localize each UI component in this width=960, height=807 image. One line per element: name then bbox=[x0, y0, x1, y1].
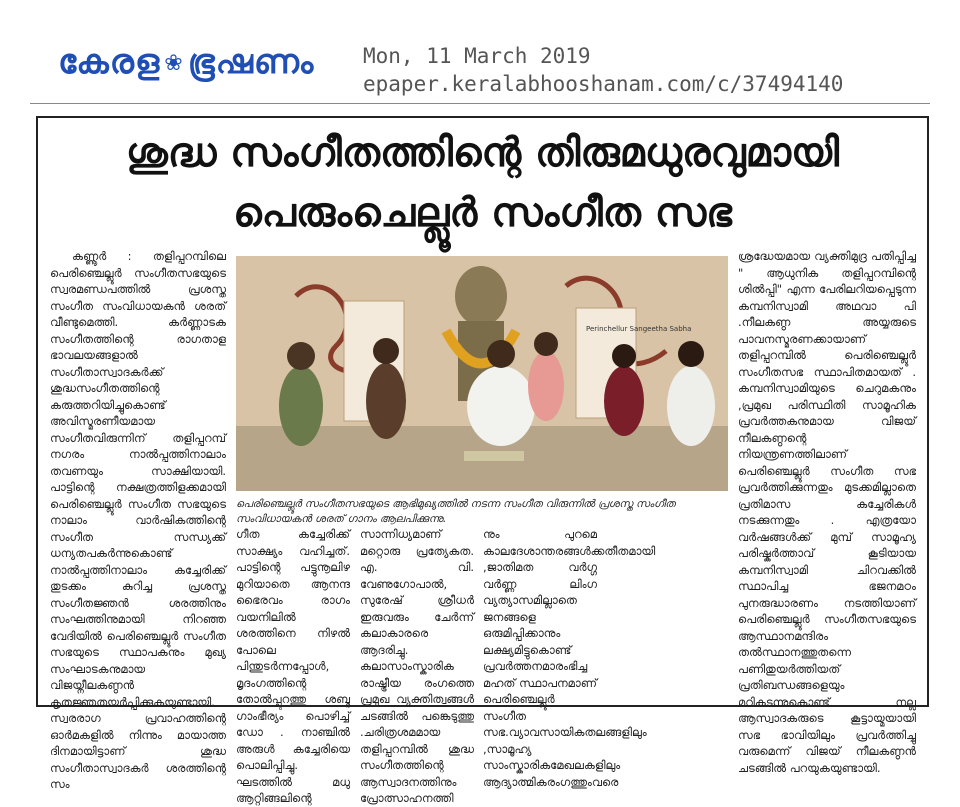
logo-emblem-icon: ❀ bbox=[164, 51, 184, 76]
article-column-3 bbox=[360, 526, 474, 805]
article-column-1 bbox=[50, 248, 226, 791]
headline-line-1: ശുദ്ധ സംഗീതത്തിന്റെ തിരുമധുരവുമായി bbox=[125, 130, 839, 176]
masthead bbox=[0, 0, 960, 100]
edition-info bbox=[363, 42, 843, 98]
edition-date: Mon, 11 March 2019 bbox=[363, 44, 591, 68]
masthead-divider bbox=[30, 103, 930, 104]
headline-line-2: പെരുംചെല്ലൂർ സംഗീത സഭ bbox=[233, 190, 732, 236]
banner-text: Perinchellur Sangeetha Sabha bbox=[586, 325, 692, 333]
newspaper-logo[interactable] bbox=[58, 42, 314, 82]
article-column-5 bbox=[738, 248, 916, 775]
logo-text-right: ഭൂഷണം bbox=[187, 42, 315, 82]
column-5-text: ശ്രദ്ധേയമായ വ്യക്തിമുദ്ര പതിപ്പിച്ച " ആധുനിക തളിപ്പറമ്പിന്റെ ശിൽപ്പി" എന്ന പേരിലറിയപ്പെടുന്ന കമ്പനിസ്വാമി അഥവാ പി .നീലകണ്ഠ അയ്യരുടെ പാവനസ്മരണക്കായാണ് തളിപ്പറമ്പിൽ പെരിഞ്ചെല്ലൂർ സംഗീതസഭ സ്ഥാപിതമായത് . കമ്പനിസ്വാമിയുടെ ചെറുമകനും ,പ്രമുഖ പരിസ്ഥിതി സാമൂഹിക പ്രവർത്തകനുമായ വിജയ് നീലകണ്ഠന്റെ നിയന്ത്രണത്തിലാണ് പെരിഞ്ചെല്ലൂർ സംഗീത സഭ പ്രവർത്തിക്കുന്നതും മുടക്കമില്ലാതെ പ്രതിമാസ കച്ചേരികൾ നടക്കുന്നതും . എത്രയോ വർഷങ്ങൾക്ക് മുമ്പ് സാമൂഹ്യ പരിഷ്കർത്താവ് കൂടിയായ കമ്പനിസ്വാമി ചിറവക്കിൽ സ്ഥാപിച്ച ഭജനമഠം പുനരുദ്ധാരണം നടത്തിയാണ് പെരിഞ്ചെല്ലൂർ സംഗീതസഭയുടെ ആസ്ഥാനമന്ദിരം തൽസ്ഥാനത്തുതന്നെ പണിതുയർത്തിയത് പ്രതിബന്ധങ്ങളെയും മറികടന്നുകൊണ്ട് നല്ല ആസ്വാദകരുടെ കൂട്ടായ്മയായി സഭ ഭാവിയിലും പ്രവർത്തിച്ചു വരുമെന്ന് വിജയ് നീലകണ്ഠൻ ചടങ്ങിൽ പറയുകയുണ്ടായി. bbox=[738, 249, 916, 775]
column-1-text: കണ്ണൂർ : തളിപ്പറമ്പിലെ പെരിഞ്ചെല്ലൂർ സംഗീതസഭയുടെ സ്വരമണ്ഡപത്തിൽ പ്രശസ്ത സംഗീത സംവിധായകൻ ശരത് വീണ്ടുമെത്തി. കർണ്ണാടക സംഗീതത്തിന്റെ രാഗതാള ഭാവലയങ്ങളാൽ സംഗീതാസ്വാദകർക്ക് ശുദ്ധസംഗീതത്തിന്റെ കരുത്തറിയിച്ചുകൊണ്ട് അവിസ്മരണീയമായ സംഗീതവിരുന്നിന് തളിപ്പറമ്പ് നഗരം നാൽപ്പത്തിനാലാം തവണയും സാക്ഷിയായി. പാട്ടിന്റെ നക്ഷത്രത്തിളക്കമായി പെരിഞ്ചെല്ലൂർ സംഗീത സഭയുടെ നാലാം വാർഷികത്തിന്റെ സംഗീത സന്ധ്യക്ക് ധന്യതപകർന്നുകൊണ്ട് നാൽപ്പത്തിനാലാം കച്ചേരിക്ക് തുടക്കം കുറിച്ച പ്രശസ്ത സംഗീതജ്ഞൻ ശരത്തിനും സംഘത്തിനുമായി നിറഞ്ഞ വേദിയിൽ പെരിഞ്ചെല്ലൂർ സംഗീത സഭയുടെ സ്ഥാപകനും മുഖ്യ സംഘാടകനുമായ വിജയ്നീലകണ്ഠൻ കൃതജ്ഞതയർപ്പിക്കുകയുണ്ടായി. സ്വരരാഗ പ്രവാഹത്തിന്റെ ഓർമകളിൽ നിന്നും മായാത്ത ദിനമായിട്ടാണ് ശുദ്ധ സംഗീതാസ്വാദകർ ശരത്തിന്റെ സം bbox=[50, 249, 226, 791]
column-2-text: ഗീത കച്ചേരിക്ക് സാക്ഷ്യം വഹിച്ചത്. പാട്ടിന്റെ പട്ടുനൂലിഴ മുറിയാതെ ആനന്ദ ഭൈരവം രാഗം വയനിലിൽ ശരത്തിനെ നിഴൽ പോലെ പിന്തുടർന്നപ്പോൾ, മൃദംഗത്തിന്റെ തോൽപ്പുറത്തു ശബ്ദ ഗാംഭീര്യം പൊഴിച്ച് ഡോ . നാഞ്ചിൽ അരുൾ കച്ചേരിയെ പൊലിപ്പിച്ചു. ഘടത്തിൽ മധു ആറ്റിങ്ങലിന്റെ bbox=[236, 527, 350, 805]
banner-label bbox=[586, 325, 691, 333]
logo-text-left: കേരള bbox=[58, 42, 161, 82]
column-4-text: നും പുറമെ കാലദേശാന്തരങ്ങൾക്കതീതമായി ,ജാതിമത വർഗ്ഗ വർണ്ണ ലിംഗ വ്യത്യാസമില്ലാതെ ജനങ്ങളെ ഒരുമിപ്പിക്കാനും ലക്ഷ്യമിട്ടുകൊണ്ട് പ്രവർത്തനമാരംഭിച്ച മഹത് സ്ഥാപനമാണ് പെരിഞ്ചെല്ലൂർ സംഗീത സഭ.വ്യാവസായികതലങ്ങളിലും ,സാമൂഹ്യ സാംസ്കാരികമേഖലകളിലും ആദ്യാത്മികരംഗത്തുംവരെ bbox=[483, 527, 656, 789]
article-column-4 bbox=[483, 526, 656, 789]
edition-url[interactable]: epaper.keralabhooshanam.com/c/37494140 bbox=[363, 72, 844, 96]
column-3-text: സാന്നിധ്യമാണ് മറ്റൊരു പ്രത്യേകത. എ. വി. വേണുഗോപാൽ, സുരേഷ് ശ്രീധർ ഇരുവരും ചേർന്ന് കലാകാരരെ ആദരിച്ചു. കലാസാംസ്കാരിക രാഷ്ട്രീയ രംഗത്തെ പ്രമുഖ വ്യക്തിത്വങ്ങൾ ചടങ്ങിൽ പങ്കെടുത്തു .ചരിത്രശമമായ തളിപ്പറമ്പിൽ ശുദ്ധ സംഗീതത്തിന്റെ ആസ്വാദനത്തിനും പ്രോത്സാഹനത്തി bbox=[360, 527, 474, 805]
article-column-2 bbox=[236, 526, 350, 805]
article-clipping bbox=[36, 116, 929, 805]
concert-photo bbox=[236, 256, 728, 491]
photo-caption: പെരിഞ്ചെല്ലൂർ സംഗീതസഭയുടെ ആഭിമുഖ്യത്തിൽ നടന്ന സംഗീത വിരുന്നിൽ പ്രശസ്ത സംഗീത സംവിധായകൻ ശരത് ഗാനം ആലപിക്കുന്നു. bbox=[236, 498, 676, 525]
